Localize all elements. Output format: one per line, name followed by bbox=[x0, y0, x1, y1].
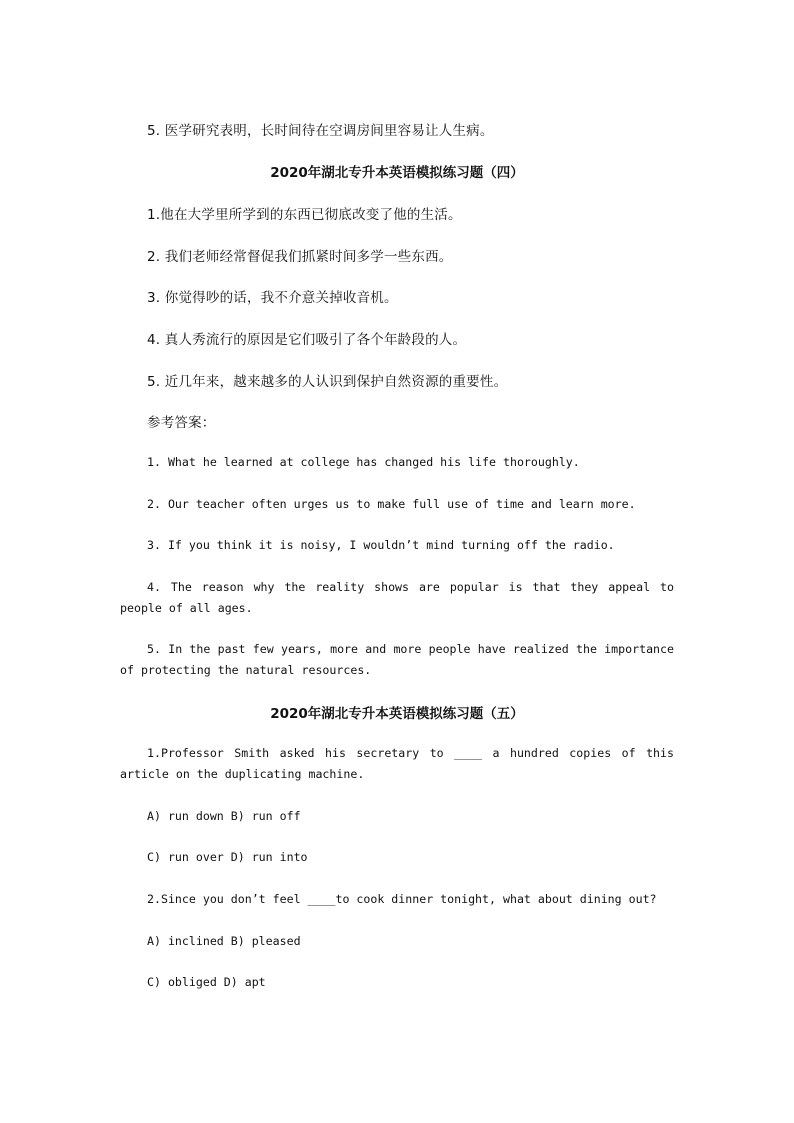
section-4-item-1: 1.他在大学里所学到的东西已彻底改变了他的生活。 bbox=[147, 207, 462, 223]
section-4-item-3: 3. 你觉得吵的话，我不介意关掉收音机。 bbox=[147, 290, 398, 306]
answer-2: 2. Our teacher often urges us to make full use of time and learn more. bbox=[147, 497, 636, 511]
question-2-options-ab: A) inclined B) pleased bbox=[147, 934, 301, 948]
section-4-item-4: 4. 真人秀流行的原因是它们吸引了各个年龄段的人。 bbox=[147, 332, 467, 348]
answer-5: 5. In the past few years, more and more people have realized the importance of protecting the natural resources. bbox=[120, 642, 674, 677]
section-4-item-5: 5. 近几年来，越来越多的人认识到保护自然资源的重要性。 bbox=[147, 374, 508, 390]
question-1-options-ab: A) run down B) run off bbox=[147, 809, 301, 823]
question-2-options-cd: C) obliged D) apt bbox=[147, 975, 266, 989]
top-item-5: 5. 医学研究表明，长时间待在空调房间里容易让人生病。 bbox=[147, 123, 494, 139]
question-1-options-cd: C) run over D) run into bbox=[147, 850, 308, 864]
answer-4: 4. The reason why the reality shows are popular is that they appeal to people of all ages. bbox=[120, 580, 674, 615]
section-5-title: 2020年湖北专升本英语模拟练习题（五） bbox=[270, 706, 524, 722]
answers-label: 参考答案： bbox=[147, 415, 216, 431]
answer-1: 1. What he learned at college has changed his life thoroughly. bbox=[147, 455, 580, 469]
answer-3: 3. If you think it is noisy, I wouldn’t mind turning off the radio. bbox=[147, 538, 615, 552]
section-4-title: 2020年湖北专升本英语模拟练习题（四） bbox=[270, 165, 524, 181]
section-4-item-2: 2. 我们老师经常督促我们抓紧时间多学一些东西。 bbox=[147, 249, 453, 265]
question-1: 1.Professor Smith asked his secretary to ____ a hundred copies of this article on the duplicating machine. bbox=[120, 746, 674, 781]
question-2: 2.Since you don’t feel ____to cook dinner tonight, what about dining out? bbox=[147, 892, 657, 906]
